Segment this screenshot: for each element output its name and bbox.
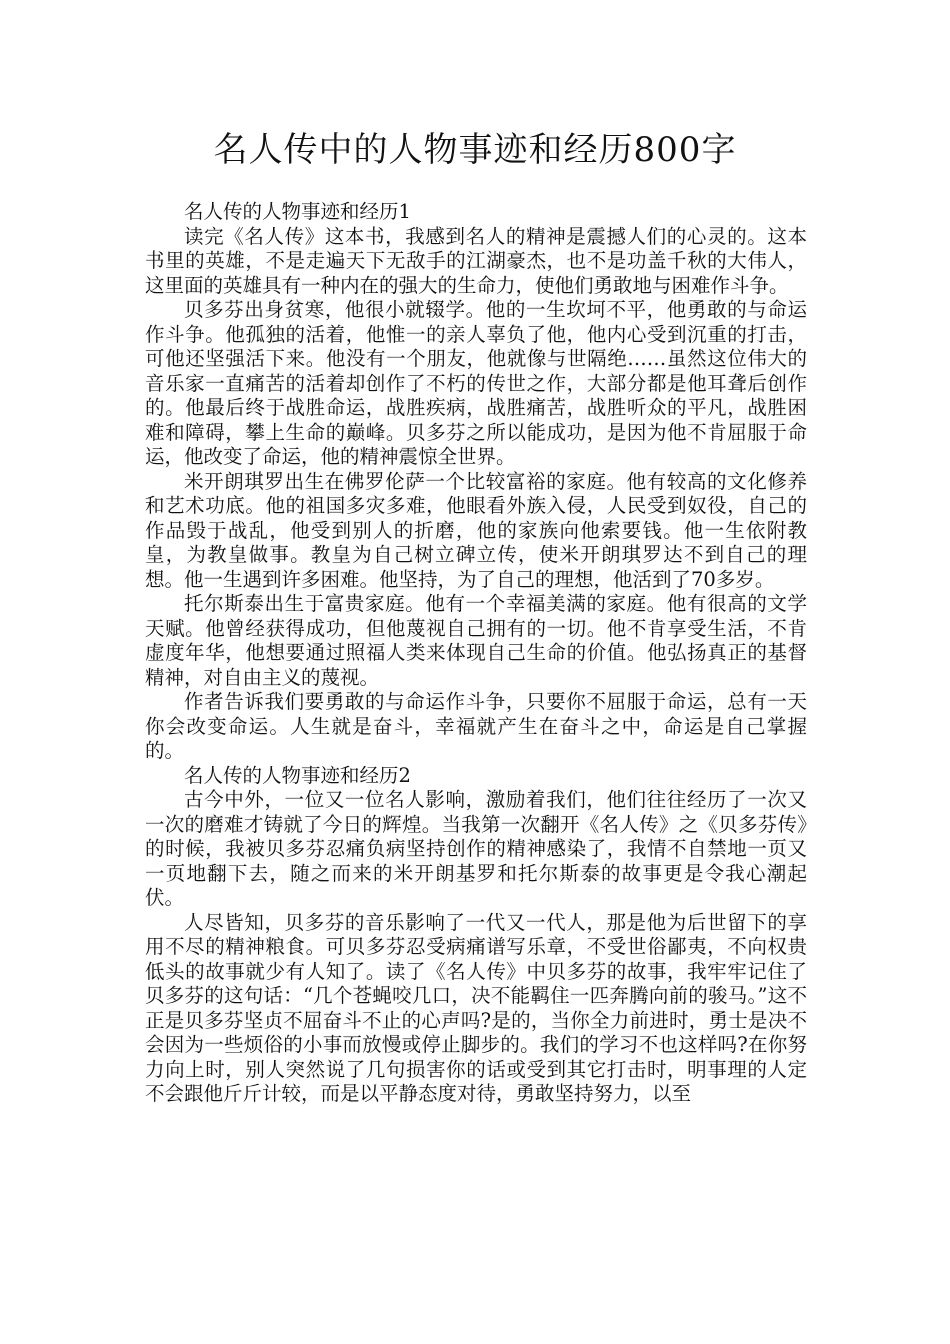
paragraph: 贝多芬出身贫寒，他很小就辍学。他的一生坎坷不平，他勇敢的与命运作斗争。他孤独的活着，他惟一的亲人辜负了他，他内心受到沉重的打击，可他还坚强活下来。他没有一个朋友，他就像与世隔绝……虽然这位伟大的音乐家一直痛苦的活着却创作了不朽的传世之作，大部分都是他耳聋后创作的。他最后终于战胜命运，战胜疾病，战胜痛苦，战胜听众的平凡，战胜困难和障碍，攀上生命的巅峰。贝多芬之所以能成功，是因为他不肯屈服于命运，他改变了命运，他的精神震惊全世界。 bbox=[145, 298, 807, 468]
document-title: 名人传中的人物事迹和经历800字 bbox=[213, 130, 737, 170]
paragraph: 古今中外，一位又一位名人影响，激励着我们，他们往往经历了一次又一次的磨难才铸就了今日的辉煌。当我第一次翻开《名人传》之《贝多芬传》的时候，我被贝多芬忍痛负病坚持创作的精神感染了，我情不自禁地一页又一页地翻下去，随之而来的米开朗基罗和托尔斯泰的故事更是令我心潮起伏。 bbox=[145, 788, 807, 909]
paragraph: 人尽皆知，贝多芬的音乐影响了一代又一代人，那是他为后世留下的享用不尽的精神粮食。可贝多芬忍受病痛谱写乐章，不受世俗鄙夷，不向权贵低头的故事就少有人知了。读了《名人传》中贝多芬的故事，我牢牢记住了贝多芬的这句话：“几个苍蝇咬几口，决不能羁住一匹奔腾向前的骏马。”这不正是贝多芬坚贞不屈奋斗不止的心声吗?是的，当你全力前进时，勇士是决不会因为一些烦俗的小事而放慢或停止脚步的。我们的学习不也这样吗?在你努力向上时，别人突然说了几句损害你的话或受到其它打击时，明事理的人定不会跟他斤斤计较，而是以平静态度对待，勇敢坚持努力，以至 bbox=[145, 910, 807, 1105]
document-body bbox=[145, 200, 807, 1107]
section-heading: 名人传的人物事迹和经历1 bbox=[184, 200, 411, 223]
paragraph: 读完《名人传》这本书，我感到名人的精神是震撼人们的心灵的。这本书里的英雄，不是走遍天下无敌手的江湖豪杰，也不是功盖千秋的大伟人，这里面的英雄具有一种内在的强大的生命力，使他们勇敢地与困难作斗争。 bbox=[145, 224, 807, 297]
section-heading: 名人传的人物事迹和经历2 bbox=[184, 763, 411, 787]
paragraph: 托尔斯泰出生于富贵家庭。他有一个幸福美满的家庭。他有很高的文学天赋。他曾经获得成功，但他蔑视自己拥有的一切。他不肯享受生活，不肯虚度年华，他想要通过照福人类来体现自己生命的价值。他弘扬真正的基督精神，对自由主义的蔑视。 bbox=[145, 592, 807, 689]
paragraph: 米开朗琪罗出生在佛罗伦萨一个比较富裕的家庭。他有较高的文化修养和艺术功底。他的祖国多灾多难，他眼看外族入侵，人民受到奴役，自己的作品毁于战乱，他受到别人的折磨，他的家族向他索要钱。他一生依附教皇，为教皇做事。教皇为自己树立碑立传，使米开朗琪罗达不到自己的理想。他一生遇到许多困难。他坚持，为了自己的理想，他活到了70多岁。 bbox=[145, 469, 807, 591]
paragraph: 作者告诉我们要勇敢的与命运作斗争，只要你不屈服于命运，总有一天你会改变命运。人生就是奋斗，幸福就产生在奋斗之中，命运是自己掌握的。 bbox=[145, 690, 807, 762]
